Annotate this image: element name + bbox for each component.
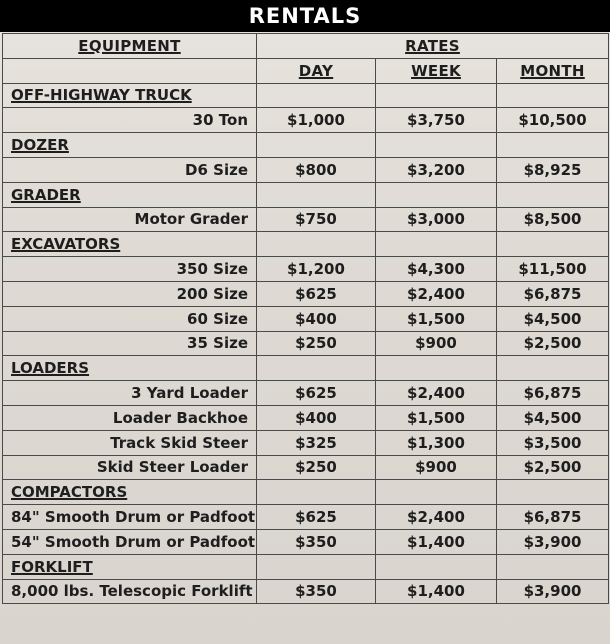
equipment-name: 200 Size: [3, 281, 257, 306]
day-rate: $750: [257, 207, 376, 232]
empty-cell: [257, 554, 376, 579]
category-row: [3, 133, 609, 158]
rental-rates-table: [2, 33, 609, 604]
week-rate: $3,000: [376, 207, 497, 232]
empty-cell: [497, 133, 609, 158]
header-row-periods: [3, 58, 609, 83]
month-rate: $4,500: [497, 306, 609, 331]
week-rate: $4,300: [376, 257, 497, 282]
empty-cell: [376, 232, 497, 257]
header-row-top: [3, 34, 609, 59]
week-rate: $2,400: [376, 281, 497, 306]
month-rate: $2,500: [497, 331, 609, 356]
equipment-row: [3, 207, 609, 232]
month-rate: $3,900: [497, 579, 609, 604]
month-rate: $4,500: [497, 405, 609, 430]
day-header: DAY: [257, 58, 376, 83]
day-rate: $1,000: [257, 108, 376, 133]
equipment-row: [3, 529, 609, 554]
month-rate: $10,500: [497, 108, 609, 133]
empty-cell: [376, 480, 497, 505]
empty-cell: [376, 182, 497, 207]
empty-cell: [497, 83, 609, 108]
week-rate: $1,400: [376, 529, 497, 554]
day-rate: $625: [257, 281, 376, 306]
empty-cell: [376, 83, 497, 108]
week-rate: $2,400: [376, 381, 497, 406]
category-label: COMPACTORS: [3, 480, 257, 505]
category-label: EXCAVATORS: [3, 232, 257, 257]
day-rate: $800: [257, 157, 376, 182]
equipment-name: 84" Smooth Drum or Padfoot: [3, 505, 257, 530]
equipment-header: EQUIPMENT: [3, 34, 257, 59]
week-rate: $1,300: [376, 430, 497, 455]
empty-cell: [497, 356, 609, 381]
week-header: WEEK: [376, 58, 497, 83]
empty-cell: [257, 232, 376, 257]
week-rate: $3,750: [376, 108, 497, 133]
page-title: RENTALS: [0, 0, 610, 32]
category-row: [3, 554, 609, 579]
equipment-name: D6 Size: [3, 157, 257, 182]
month-rate: $3,500: [497, 430, 609, 455]
category-label: DOZER: [3, 133, 257, 158]
header-blank-cell: [3, 58, 257, 83]
day-rate: $1,200: [257, 257, 376, 282]
equipment-row: [3, 430, 609, 455]
category-label: OFF-HIGHWAY TRUCK: [3, 83, 257, 108]
month-header: MONTH: [497, 58, 609, 83]
week-rate: $900: [376, 455, 497, 480]
equipment-row: [3, 306, 609, 331]
week-rate: $3,200: [376, 157, 497, 182]
equipment-row: [3, 579, 609, 604]
empty-cell: [257, 133, 376, 158]
month-rate: $8,925: [497, 157, 609, 182]
category-row: [3, 356, 609, 381]
category-row: [3, 480, 609, 505]
day-rate: $625: [257, 381, 376, 406]
equipment-name: 30 Ton: [3, 108, 257, 133]
empty-cell: [497, 480, 609, 505]
empty-cell: [497, 182, 609, 207]
category-label: FORKLIFT: [3, 554, 257, 579]
month-rate: $6,875: [497, 381, 609, 406]
day-rate: $250: [257, 331, 376, 356]
empty-cell: [257, 83, 376, 108]
month-rate: $3,900: [497, 529, 609, 554]
month-rate: $11,500: [497, 257, 609, 282]
category-label: LOADERS: [3, 356, 257, 381]
equipment-row: [3, 405, 609, 430]
empty-cell: [257, 182, 376, 207]
empty-cell: [376, 133, 497, 158]
equipment-row: [3, 505, 609, 530]
category-row: [3, 83, 609, 108]
equipment-name: Skid Steer Loader: [3, 455, 257, 480]
empty-cell: [376, 356, 497, 381]
equipment-name: 54" Smooth Drum or Padfoot: [3, 529, 257, 554]
equipment-name: Track Skid Steer: [3, 430, 257, 455]
equipment-row: [3, 281, 609, 306]
week-rate: $1,500: [376, 306, 497, 331]
category-row: [3, 232, 609, 257]
empty-cell: [497, 554, 609, 579]
day-rate: $350: [257, 529, 376, 554]
equipment-row: [3, 381, 609, 406]
month-rate: $8,500: [497, 207, 609, 232]
equipment-name: Motor Grader: [3, 207, 257, 232]
empty-cell: [257, 480, 376, 505]
equipment-row: [3, 331, 609, 356]
empty-cell: [257, 356, 376, 381]
equipment-name: Loader Backhoe: [3, 405, 257, 430]
week-rate: $2,400: [376, 505, 497, 530]
equipment-name: 60 Size: [3, 306, 257, 331]
equipment-row: [3, 108, 609, 133]
month-rate: $6,875: [497, 505, 609, 530]
equipment-name: 8,000 lbs. Telescopic Forklift: [3, 579, 257, 604]
day-rate: $350: [257, 579, 376, 604]
rental-rates-clipping: [0, 32, 610, 644]
day-rate: $625: [257, 505, 376, 530]
day-rate: $250: [257, 455, 376, 480]
equipment-row: [3, 257, 609, 282]
empty-cell: [376, 554, 497, 579]
week-rate: $1,500: [376, 405, 497, 430]
month-rate: $6,875: [497, 281, 609, 306]
day-rate: $400: [257, 405, 376, 430]
month-rate: $2,500: [497, 455, 609, 480]
week-rate: $1,400: [376, 579, 497, 604]
day-rate: $325: [257, 430, 376, 455]
equipment-name: 3 Yard Loader: [3, 381, 257, 406]
equipment-name: 35 Size: [3, 331, 257, 356]
day-rate: $400: [257, 306, 376, 331]
category-label: GRADER: [3, 182, 257, 207]
category-row: [3, 182, 609, 207]
equipment-name: 350 Size: [3, 257, 257, 282]
equipment-row: [3, 157, 609, 182]
equipment-row: [3, 455, 609, 480]
rates-header: RATES: [257, 34, 609, 59]
empty-cell: [497, 232, 609, 257]
week-rate: $900: [376, 331, 497, 356]
